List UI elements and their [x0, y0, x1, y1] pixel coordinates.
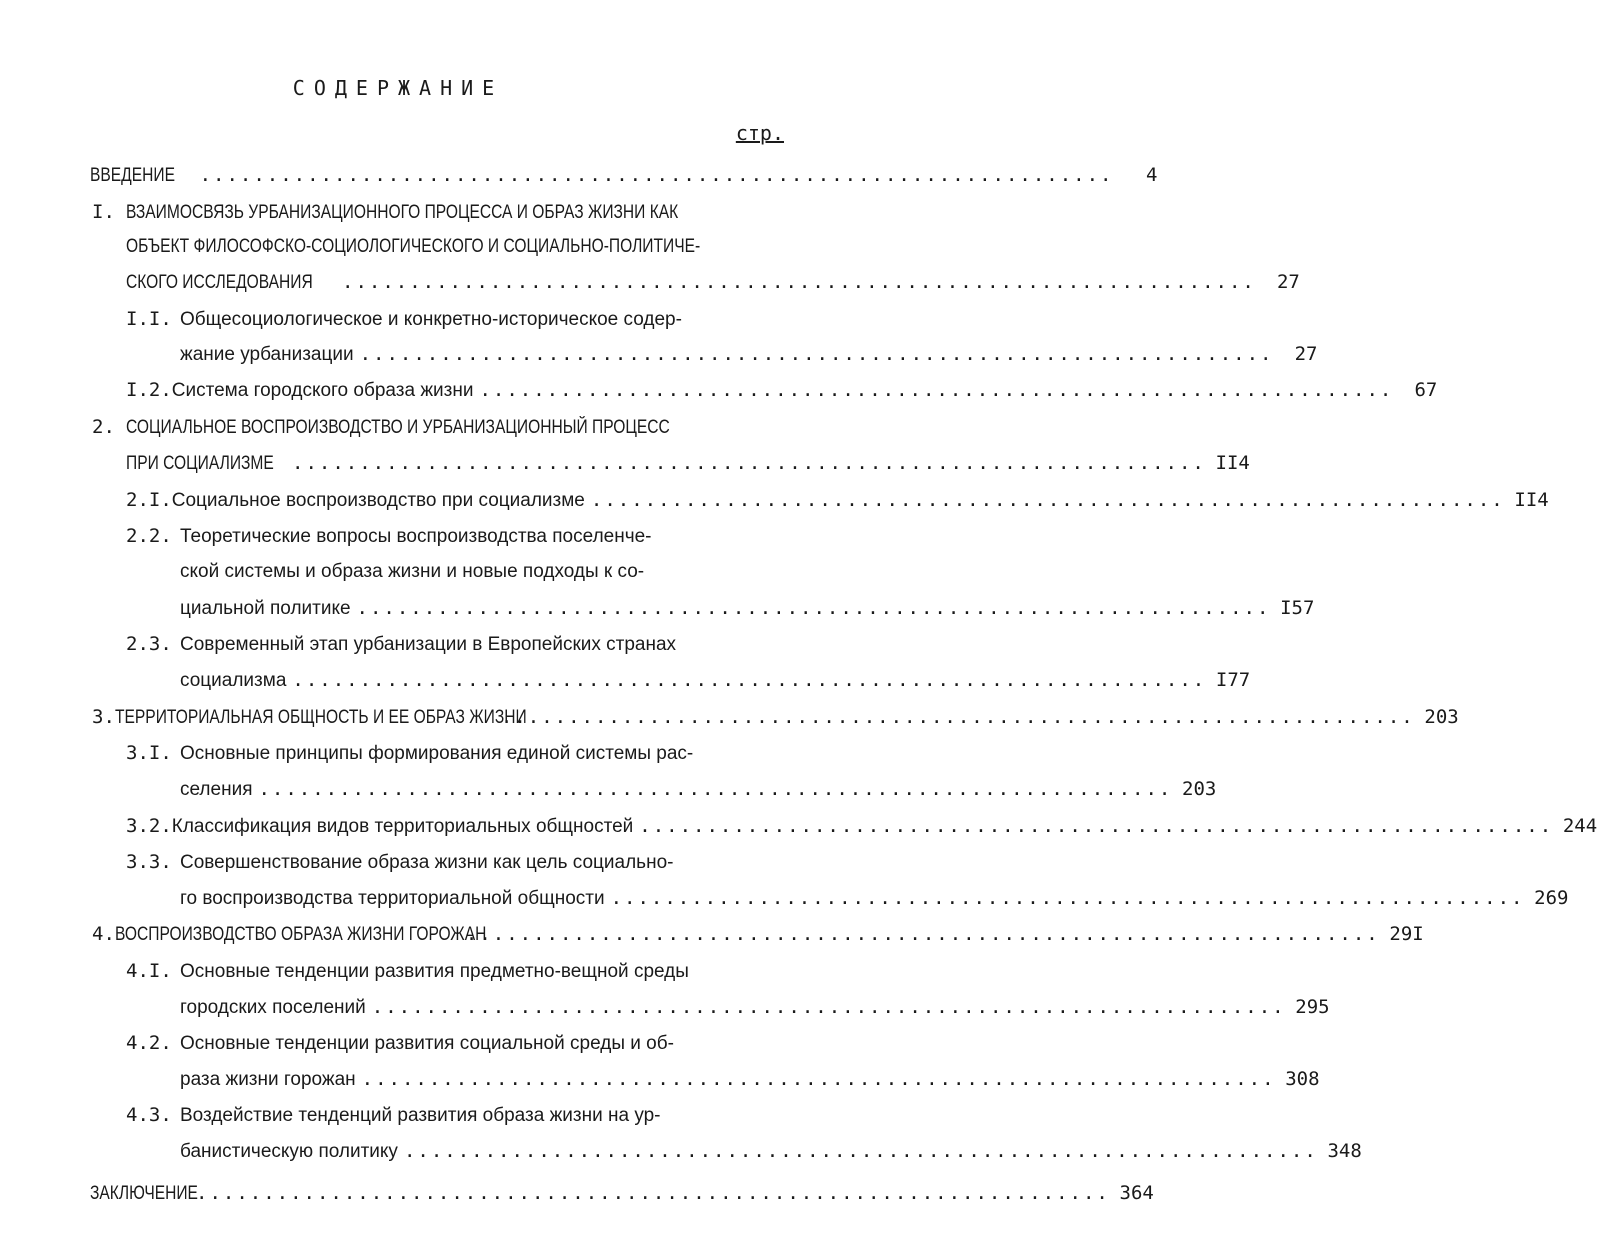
- toc-entry-title-part: Теоретические вопросы воспроизводства поселенче-: [180, 526, 652, 547]
- toc-entry-page: 244: [1562, 815, 1597, 837]
- toc-chapter-number: 4.: [92, 923, 115, 945]
- toc-entry-title-part: ОБЪЕКТ ФИЛОСОФСКО-СОЦИОЛОГИЧЕСКОГО И СОЦИАЛЬНО-ПОЛИТИЧЕ-: [126, 236, 701, 257]
- toc-entry-title: городских поселений: [180, 997, 366, 1018]
- toc-entry-page: 4: [1146, 164, 1158, 186]
- dot-leader: ....................................................................: [342, 271, 1256, 293]
- dot-leader: ....................................................................: [610, 887, 1525, 909]
- toc-section-1-1-line1: [126, 306, 682, 332]
- toc-entry-page: 203: [1182, 778, 1217, 800]
- toc-section-number: 3.I.: [126, 742, 172, 764]
- toc-entry-conclusion: [90, 1180, 1154, 1206]
- toc-entry-page: 203: [1424, 706, 1459, 728]
- toc-section-3-3-line1: [126, 849, 673, 875]
- toc-entry-title: го воспроизводства территориальной общности: [180, 888, 605, 909]
- toc-entry-page: II4: [1215, 452, 1250, 474]
- toc-entry-title-part: Основные тенденции развития социальной среды и об-: [180, 1033, 674, 1054]
- toc-entry-title-part: Современный этап урбанизации в Европейских странах: [180, 634, 677, 655]
- toc-section-2-2-line2: [180, 559, 644, 585]
- toc-entry-page: 27: [1276, 271, 1300, 293]
- toc-entry-title-part: Основные тенденции развития предметно-вещной среды: [180, 961, 689, 982]
- toc-entry-title-part: СОЦИАЛЬНОЕ ВОСПРОИЗВОДСТВО И УРБАНИЗАЦИОННЫЙ ПРОЦЕСС: [126, 417, 670, 438]
- toc-entry-title-part: ВЗАИМОСВЯЗЬ УРБАНИЗАЦИОННОГО ПРОЦЕССА И ОБРАЗ ЖИЗНИ КАК: [126, 202, 679, 223]
- toc-entry-title: ПРИ СОЦИАЛИЗМЕ: [126, 453, 274, 474]
- toc-section-2-2-line1: [126, 523, 652, 549]
- toc-entry-page: 67: [1414, 379, 1438, 401]
- toc-entry-page: I57: [1280, 597, 1315, 619]
- toc-section-number: 4.2.: [126, 1032, 172, 1054]
- toc-entry-title: ВВЕДЕНИЕ: [90, 165, 175, 186]
- toc-section-2-3-line1: [126, 631, 676, 657]
- dot-leader: ....................................................................: [403, 1140, 1318, 1162]
- dot-leader: ....................................................................: [465, 923, 1380, 945]
- toc-entry-title: ТЕРРИТОРИАЛЬНАЯ ОБЩНОСТЬ И ЕЕ ОБРАЗ ЖИЗНИ: [114, 707, 527, 728]
- toc-section-2-3-line2: [180, 667, 1251, 693]
- toc-entry-title: ЗАКЛЮЧЕНИЕ: [90, 1183, 198, 1204]
- toc-chapter-2-line1: [92, 414, 789, 440]
- dot-leader: ....................................................................: [356, 597, 1271, 619]
- toc-section-number: 3.3.: [126, 851, 172, 873]
- dot-leader: ....................................................................: [199, 164, 1114, 186]
- toc-section-4-1-line2: [180, 994, 1330, 1020]
- toc-entry-title: социализма: [180, 670, 287, 691]
- toc-entry-title: Классификация видов территориальных общностей: [171, 816, 634, 837]
- toc-entry-title-part: Основные принципы формирования единой системы рас-: [180, 743, 694, 764]
- toc-chapter-3: [92, 704, 1459, 730]
- toc-section-3-2: [126, 813, 1597, 839]
- toc-entry-page: 29I: [1389, 923, 1424, 945]
- toc-section-4-3-line2: [180, 1138, 1362, 1164]
- toc-section-number: 2.I.: [126, 489, 172, 511]
- toc-section-2-2-line3: [180, 595, 1315, 621]
- toc-entry-title-part: Общесоциологическое и конкретно-историческое содер-: [180, 309, 682, 330]
- toc-chapter-number: 3.: [92, 706, 115, 728]
- toc-section-4-2-line1: [126, 1030, 674, 1056]
- page-title: СОДЕРЖАНИЕ: [292, 76, 504, 100]
- dot-leader: ....................................................................: [361, 1068, 1276, 1090]
- toc-entry-page: II4: [1514, 489, 1549, 511]
- toc-chapter-1-line1: [92, 199, 799, 225]
- toc-entry-title: ВОСПРОИЗВОДСТВО ОБРАЗА ЖИЗНИ ГОРОЖАН: [114, 924, 487, 945]
- toc-entry-title: СКОГО ИССЛЕДОВАНИЯ: [126, 272, 313, 293]
- toc-chapter-1-line3: [126, 269, 1300, 295]
- toc-section-number: 2.2.: [126, 525, 172, 547]
- toc-chapter-1-line2: [126, 234, 826, 260]
- toc-section-number: I.2.: [126, 379, 172, 401]
- toc-section-number: 3.2.: [126, 815, 172, 837]
- toc-entry-title: Социальное воспроизводство при социализме: [171, 490, 585, 511]
- toc-entry-page: 348: [1327, 1140, 1362, 1162]
- toc-section-number: I.I.: [126, 308, 172, 330]
- page-column-label: стр.: [735, 121, 784, 145]
- toc-section-2-1: [126, 487, 1549, 513]
- toc-chapter-number: 2.: [92, 416, 115, 438]
- toc-section-number: 2.3.: [126, 633, 172, 655]
- toc-chapter-2-line2: [126, 450, 1250, 476]
- toc-entry-page: 295: [1295, 996, 1330, 1018]
- toc-entry-title: банистическую политику: [180, 1141, 398, 1162]
- dot-leader: ....................................................................: [590, 489, 1505, 511]
- dot-leader: ....................................................................: [500, 706, 1415, 728]
- dot-leader: ....................................................................: [371, 996, 1286, 1018]
- toc-entry-page: 27: [1294, 343, 1318, 365]
- toc-chapter-4: [92, 921, 1424, 947]
- toc-entry-title-part: Воздействие тенденций развития образа жизни на ур-: [180, 1105, 661, 1126]
- toc-section-3-1-line1: [126, 740, 693, 766]
- dot-leader: ....................................................................: [359, 343, 1274, 365]
- toc-entry-title: раза жизни горожан: [180, 1069, 356, 1090]
- toc-entry-page: 308: [1285, 1068, 1320, 1090]
- toc-section-number: 4.I.: [126, 960, 172, 982]
- toc-entry-page: 364: [1119, 1182, 1154, 1204]
- toc-section-4-2-line2: [180, 1066, 1320, 1092]
- toc-section-4-1-line1: [126, 958, 689, 984]
- toc-entry-title: Система городского образа жизни: [171, 380, 474, 401]
- toc-section-3-3-line2: [180, 885, 1569, 911]
- dot-leader: ....................................................................: [292, 669, 1207, 691]
- toc-entry-title-part: ской системы и образа жизни и новые подходы к со-: [180, 561, 645, 582]
- toc-section-1-1-line2: [180, 341, 1318, 367]
- toc-section-number: 4.3.: [126, 1104, 172, 1126]
- dot-leader: ....................................................................: [292, 452, 1206, 474]
- dot-leader: ....................................................................: [639, 815, 1554, 837]
- toc-entry-page: 269: [1534, 887, 1569, 909]
- toc-entry-title: селения: [180, 779, 253, 800]
- toc-section-3-1-line2: [180, 776, 1217, 802]
- toc-chapter-number: I.: [92, 201, 115, 223]
- toc-section-1-2: [126, 377, 1438, 403]
- dot-leader: ....................................................................: [196, 1182, 1110, 1204]
- toc-entry-page: I77: [1215, 669, 1251, 691]
- dot-leader: ....................................................................: [479, 379, 1394, 401]
- dot-leader: ....................................................................: [258, 778, 1173, 800]
- toc-entry-title: циальной политике: [180, 598, 351, 619]
- toc-section-4-3-line1: [126, 1102, 661, 1128]
- toc-entry-title: жание урбанизации: [180, 344, 354, 365]
- toc-entry-title-part: Совершенствование образа жизни как цель социально-: [180, 852, 674, 873]
- toc-entry-introduction: [90, 162, 1158, 188]
